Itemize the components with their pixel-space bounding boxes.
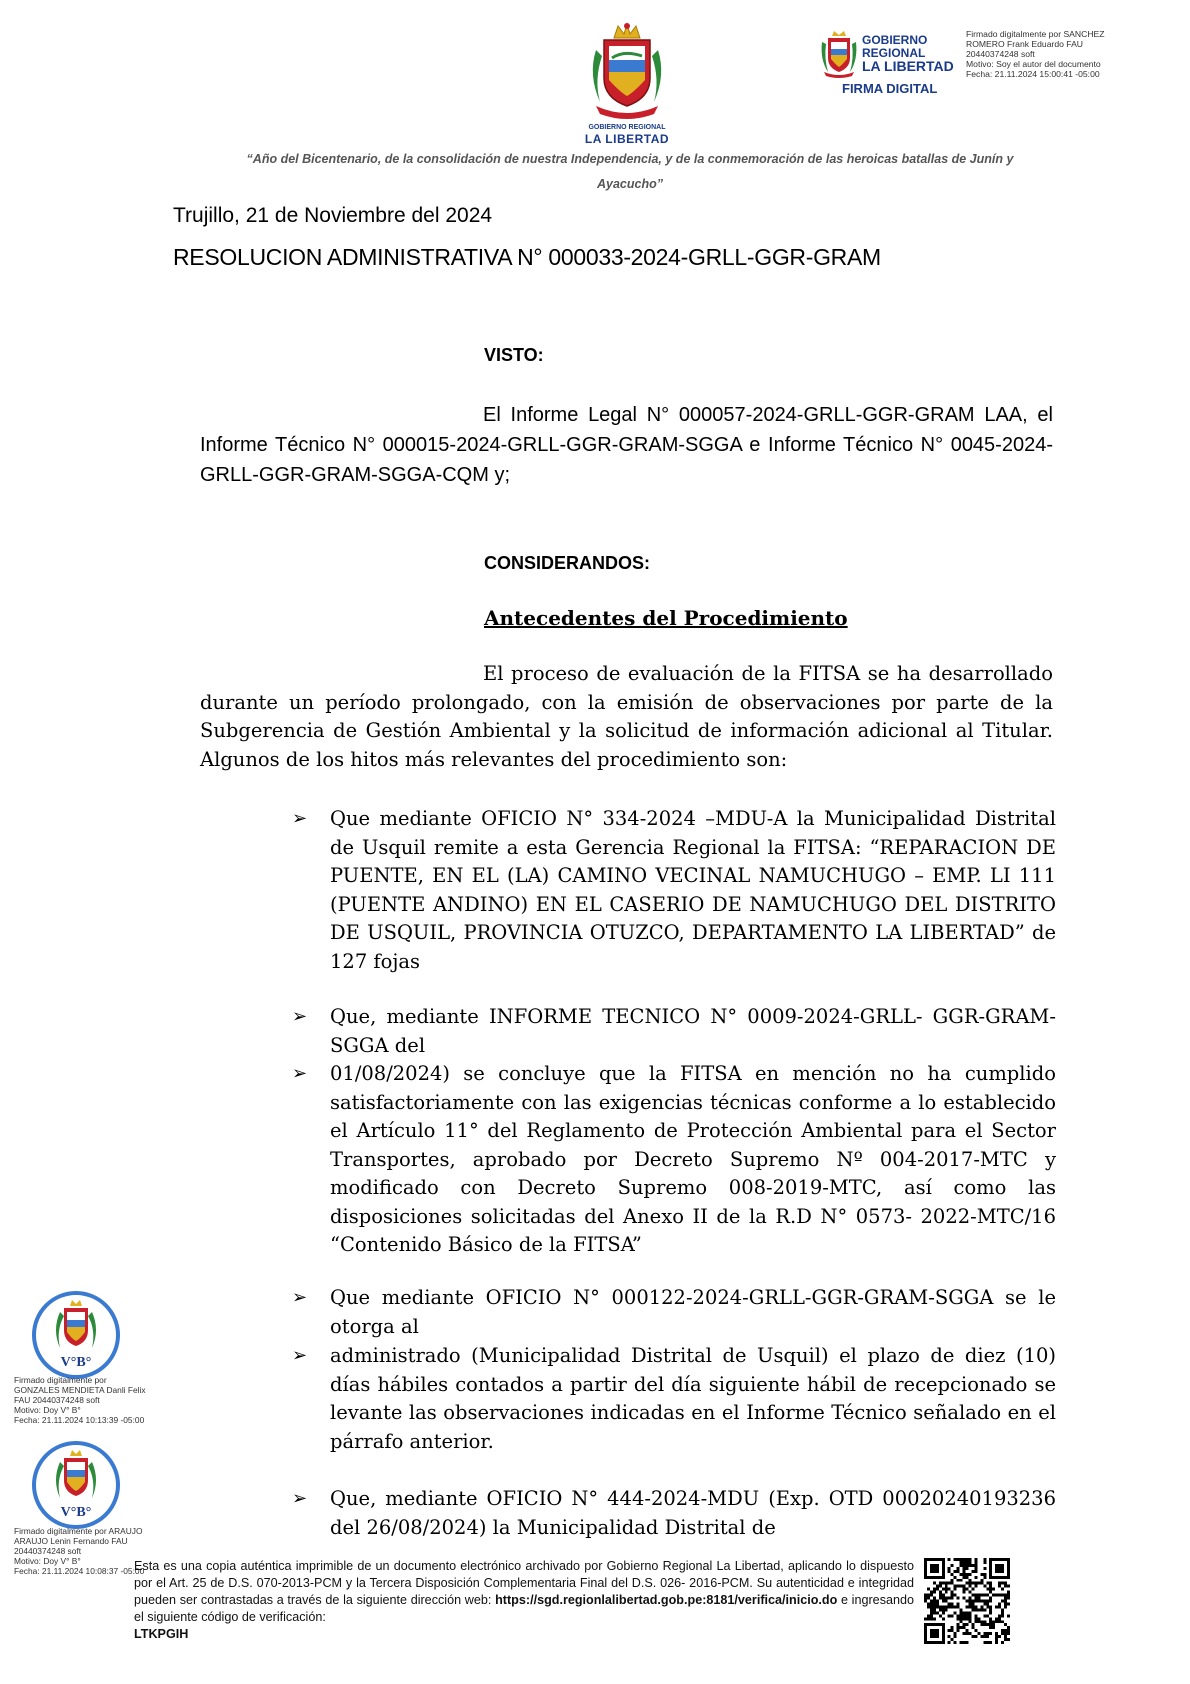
regional-government-logo [574,20,680,144]
arrow-bullet-icon: ➢ [292,1006,308,1027]
list-item-text: Que, mediante OFICIO N° 444-2024-MDU (Exp. OTD 00020240193236 del 26/08/2024) la Municipalidad Distrital de [330,1487,1056,1539]
resolution-title: RESOLUCION ADMINISTRATIVA N° 000033-2024-GRLL-GGR-GRAM [173,244,881,270]
verification-url[interactable]: https://sgd.regionlalibertad.gob.pe:8181/verifica/inicio.do [495,1593,838,1607]
sig-line: 20440374248 soft [966,49,1035,59]
list-item [292,1342,1056,1456]
list-item-text: Que mediante OFICIO N° 000122-2024-GRLL-GGR-GRAM-SGGA se le otorga al [330,1286,1056,1338]
motto-line1: “Año del Bicentenario, de la consolidación de nuestra Independencia, y de la conmemoración de las heroicas batallas de Junín y [246,152,1014,166]
sig-line: FAU 20440374248 soft [14,1395,100,1405]
list-item [292,1284,1056,1341]
brand-line3: LA LIBERTAD [862,58,954,74]
sig-line: GONZALES MENDIETA Danli Felix [14,1385,146,1395]
sig-line: Fecha: 21.11.2024 10:08:37 -05:00 [14,1566,145,1576]
firma-digital-label: FIRMA DIGITAL [842,81,938,96]
logo-caption-line2: LA LIBERTAD [584,132,670,146]
list-item [292,1003,1056,1060]
motto-line2: Ayacucho” [597,177,663,191]
list-item-text: 01/08/2024) se concluye que la FITSA en mención no ha cumplido satisfactoriamente con las exigencias técnicas conforme a lo establecido el Artículo 11° del Reglamento de Protección Ambiental para el Sector Transportes, aprobado por Decreto Supremo Nº 004-2017-MTC y modificado con Decreto Supremo 008-2019-MTC, así como las disposiciones solicitadas del Anexo II de la R.D N° 0573- 2022-MTC/16 “Contenido Básico de la FITSA” [330,1062,1056,1256]
visto-heading: VISTO: [484,345,544,365]
vb-label: V°B° [60,1505,92,1520]
considerandos-heading: CONSIDERANDOS: [484,553,651,573]
verification-code: LTKPGIH [134,1627,189,1641]
sig-line: Motivo: Doy V° B° [14,1405,81,1415]
arrow-bullet-icon: ➢ [292,1063,308,1084]
sig-line: 20440374248 soft [14,1546,82,1556]
digital-signature-stamp [820,30,970,94]
signature-brand [862,34,954,73]
logo-caption-line1: GOBIERNO REGIONAL [588,124,666,131]
digital-signature-details [966,29,1166,79]
sig-line: Motivo: Soy el autor del documento [966,59,1101,69]
qr-code-icon [924,1558,1010,1644]
list-item [292,1060,1056,1260]
vb-label: V°B° [60,1355,92,1370]
antecedentes-text: El proceso de evaluación de la FITSA se ha desarrollado durante un período prolongado, con la emisión de observaciones por parte de la Subgerencia de Gestión Ambiental y la solicitud de información adicional al Titular. Algunos de los hitos más relevantes del procedimiento son: [200,662,1053,771]
list-item-text: administrado (Municipalidad Distrital de Usquil) el plazo de diez (10) días hábiles contados a partir del día siguiente hábil de recepcionado se levante las observaciones indicadas en el Informe Técnico señalado en el párrafo anterior. [330,1344,1056,1453]
sig-line: Firmado digitalmente por SANCHEZ [966,29,1105,39]
brand-line1: GOBIERNO [862,33,928,47]
sig-line: ARAUJO Lenin Fernando FAU [14,1536,128,1546]
brand-line2: REGIONAL [862,46,926,60]
sig-line: ROMERO Frank Eduardo FAU [966,39,1084,49]
list-item-text: Que, mediante INFORME TECNICO N° 0009-2024-GRLL- GGR-GRAM-SGGA del [330,1005,1056,1057]
authenticity-footer [134,1558,914,1643]
visto-text: El Informe Legal N° 000057-2024-GRLL-GGR-GRAM LAA, el Informe Técnico N° 000015-2024-GRLL-GGR-GRAM-SGGA e Informe Técnico N° 0045-2024-GRLL-GGR-GRAM-SGGA-CQM y; [200,404,1053,486]
vb-seal [28,1440,124,1530]
sig-line: Fecha: 21.11.2024 15:00:41 -05:00 [966,69,1100,79]
list-item-text: Que mediante OFICIO N° 334-2024 –MDU-A la Municipalidad Distrital de Usquil remite a esta Gerencia Regional la FITSA: “REPARACION DE PUENTE, EN EL (LA) CAMINO VECINAL NAMUCHUGO – EMP. LI 111 (PUENTE ANDINO) EN EL CASERIO DE NAMUCHUGO DEL DISTRITO DE USQUIL, PROVINCIA OTUZCO, DEPARTAMENTO LA LIBERTAD” de 127 fojas [330,807,1056,973]
footer-text: Esta es una copia auténtica imprimible de un documento electrónico archivado por Gobierno Regional La Libertad, aplicando lo dispuesto por el Art. 25 de D.S. 070-2013-PCM y la Tercera Disposición Complementaria Final del D.S. 026- 2016-PCM. Su autenticidad e integridad pueden ser contrastadas a través de la siguiente dirección web: [134,1559,914,1607]
sig-line: Firmado digitalmente por [14,1375,107,1385]
vb-signature-details [14,1375,194,1425]
document-date: Trujillo, 21 de Noviembre del 2024 [173,204,493,227]
sig-line: Motivo: Doy V° B° [14,1556,81,1566]
antecedentes-paragraph [200,660,1053,774]
arrow-bullet-icon: ➢ [292,808,308,829]
arrow-bullet-icon: ➢ [292,1345,308,1366]
vb-seal [28,1290,124,1380]
visto-paragraph [200,400,1053,490]
list-item [292,1485,1056,1542]
arrow-bullet-icon: ➢ [292,1488,308,1509]
sig-line: Firmado digitalmente por ARAUJO [14,1526,143,1536]
sig-line: Fecha: 21.11.2024 10:13:39 -05:00 [14,1415,145,1425]
list-item [292,805,1056,976]
arrow-bullet-icon: ➢ [292,1287,308,1308]
antecedentes-heading: Antecedentes del Procedimiento [484,606,848,630]
footer-text2: e ingresando el siguiente código de verificación: [134,1593,915,1624]
year-motto [190,147,1070,197]
